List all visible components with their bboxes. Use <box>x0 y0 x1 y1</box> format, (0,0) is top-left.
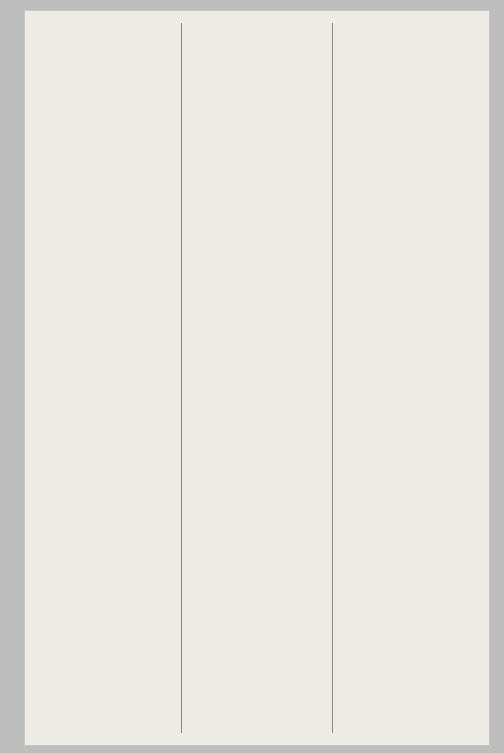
column-right <box>340 23 477 733</box>
column-middle <box>189 23 326 733</box>
column-left <box>37 23 174 733</box>
column-divider <box>181 23 182 733</box>
column-divider <box>332 23 333 733</box>
page-columns <box>37 23 477 733</box>
newspaper-page <box>24 10 490 746</box>
